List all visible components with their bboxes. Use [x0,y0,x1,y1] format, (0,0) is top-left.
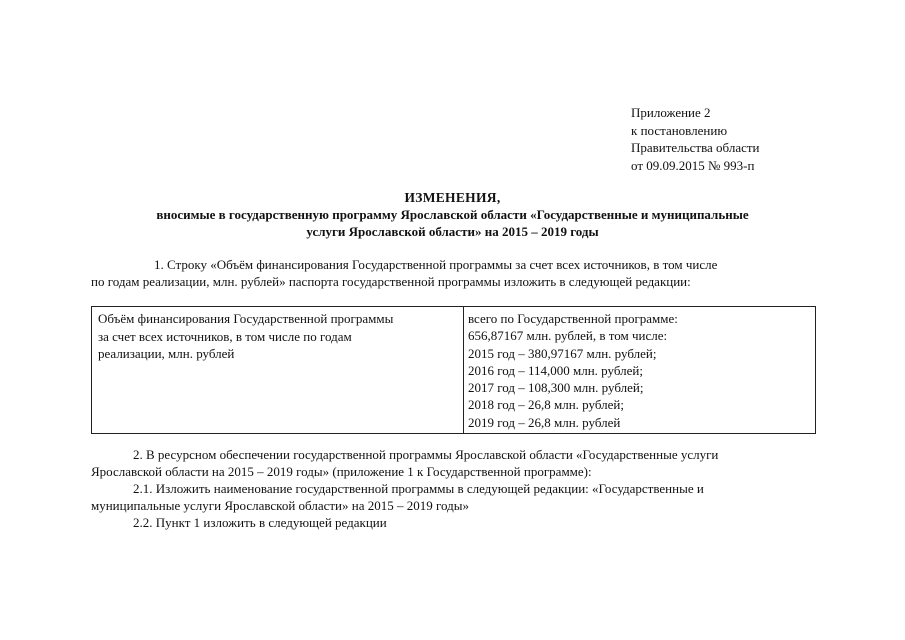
document-title [60,189,845,240]
item-2-1-line-2: муниципальные услуги Ярославской области» на 2015 – 2019 годы» [91,498,469,513]
financing-year-2019: 2019 год – 26,8 млн. рублей [468,414,621,430]
appendix-number: Приложение 2 [631,105,711,120]
appendix-resolution-ref: к постановлению [631,122,728,138]
financing-year-2016: 2016 год – 114,000 млн. рублей; [468,362,643,378]
financing-total-label: всего по Государственной программе: [468,311,678,326]
item-2-line-1: 2. В ресурсном обеспечении государственной программы Ярославской области «Государственные услуги [133,447,719,462]
appendix-issuer: Правительства области [631,140,760,155]
appendix-header [631,104,760,174]
item-2-2-line-1: 2.2. Пункт 1 изложить в следующей редакции [133,515,387,530]
item-2-1-line-1: 2.1. Изложить наименование государственной программы в следующей редакции: «Государственные и [133,481,704,496]
financing-label-line-2: за счет всех источников, в том числе по годам [98,328,352,344]
appendix-date-number: от 09.09.2015 № 993-п [631,157,755,173]
financing-table [91,306,816,434]
item-2-line-2: Ярославской области на 2015 – 2019 годы» (приложение 1 к Государственной программе): [91,464,592,479]
title-line-3: услуги Ярославской области» на 2015 – 2019 годы [306,224,599,239]
title-line-2: вносимые в государственную программу Ярославской области «Государственные и муниципальные [156,207,749,222]
item-1-line-1: 1. Строку «Объём финансирования Государственной программы за счет всех источников, в том числе [154,257,718,272]
financing-values-cell [464,307,816,434]
financing-year-2017: 2017 год – 108,300 млн. рублей; [468,380,644,396]
financing-label-line-3: реализации, млн. рублей [98,346,235,361]
financing-label-line-1: Объём финансирования Государственной программы [98,311,394,326]
financing-year-2015: 2015 год – 380,97167 млн. рублей; [468,345,657,361]
table-row [92,307,816,434]
financing-year-2018: 2018 год – 26,8 млн. рублей; [468,397,624,413]
item-1-line-2: по годам реализации, млн. рублей» паспорта государственной программы изложить в следующей редакции: [91,274,691,289]
title-main: ИЗМЕНЕНИЯ, [404,190,501,205]
financing-total-value: 656,87167 млн. рублей, в том числе: [468,328,668,344]
financing-label-cell [92,307,464,434]
